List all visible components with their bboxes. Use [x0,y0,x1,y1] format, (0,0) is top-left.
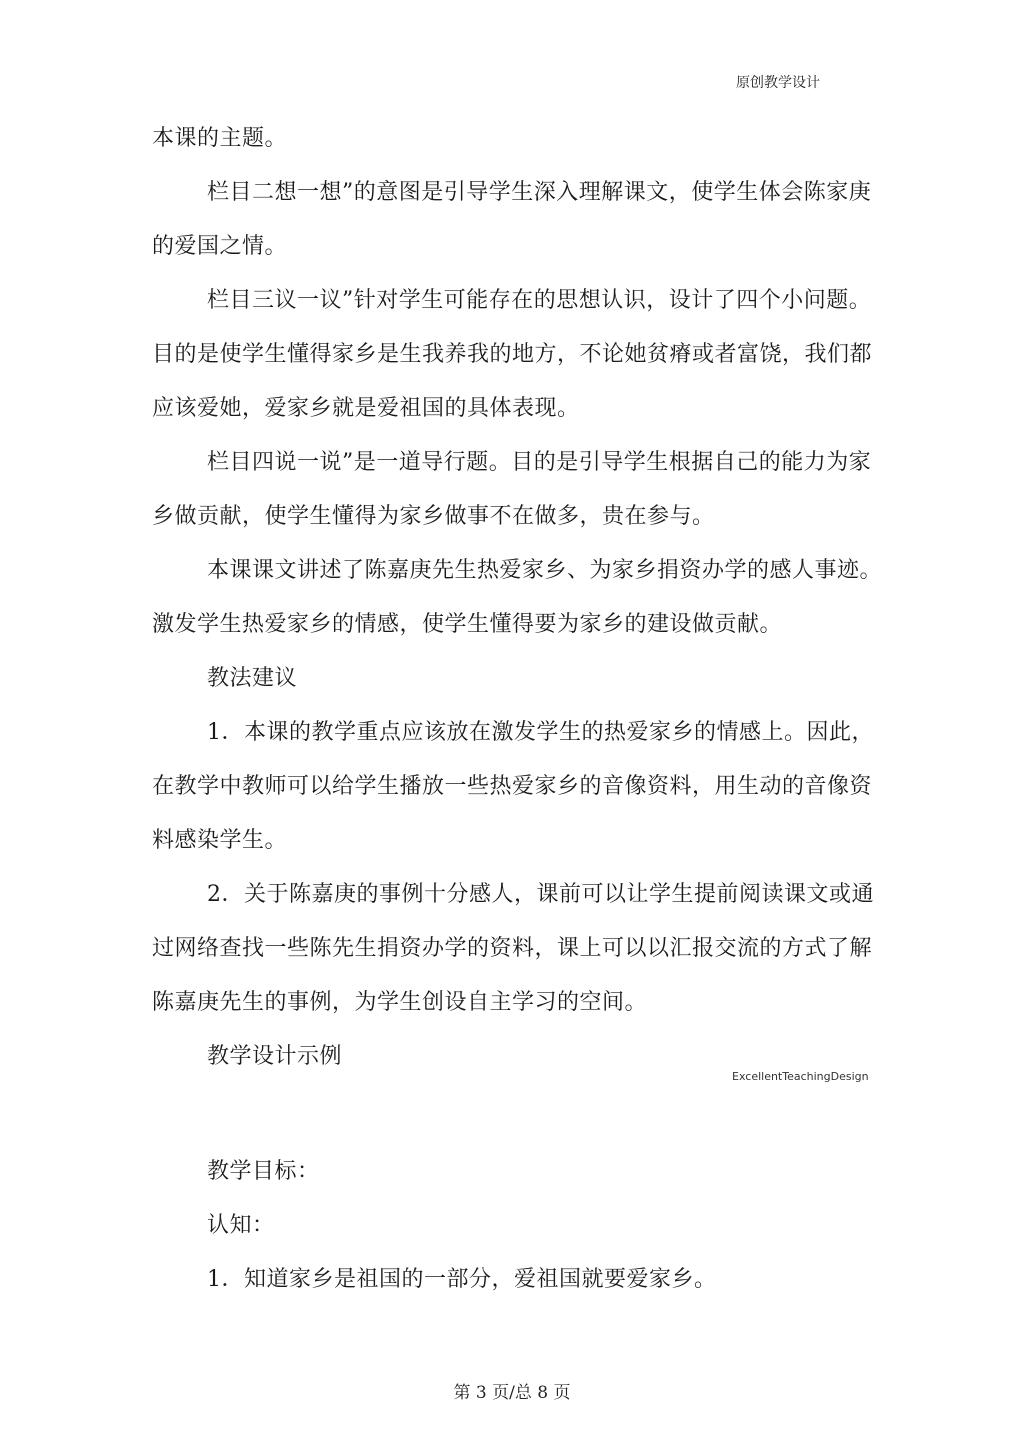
body-text [152,112,892,1084]
paragraph-column-two: 栏目二想一想”的意图是引导学生深入理解课文，使学生体会陈家庚的爱国之情。 [152,180,872,259]
paragraph-column-four: 栏目四说一说”是一道导行题。目的是引导学生根据自己的能力为家乡做贡献，使学生懂得为家乡做事不在做多，贵在参与。 [152,450,872,529]
heading-design-example: 教学设计示例 [207,1044,343,1069]
paragraph-suggestion-1: 1．本课的教学重点应该放在激发学生的热爱家乡的情感上。因此，在教学中教师可以给学生播放一些热爱家乡的音像资料，用生动的音像资料感染学生。 [152,720,874,853]
watermark-text: ExcellentTeachingDesign [732,1070,869,1083]
paragraph-column-three: 栏目三议一议”针对学生可能存在的思想认识，设计了四个小问题。目的是使学生懂得家乡是生我养我的地方，不论她贫瘠或者富饶，我们都应该爱她，爱家乡就是爱祖国的具体表现。 [152,288,873,421]
paragraph-lesson-summary: 本课课文讲述了陈嘉庚先生热爱家乡、为家乡捐资办学的感人事迹。激发学生热爱家乡的情感，使学生懂得要为家乡的建设做贡献。 [152,558,883,637]
header-label: 原创教学设计 [736,75,820,91]
heading-teaching-goals: 教学目标： [207,1159,320,1184]
paragraph-goal-1: 1．知道家乡是祖国的一部分，爱祖国就要爱家乡。 [207,1267,717,1292]
page-number-footer: 第 3 页/总 8 页 [453,1383,571,1403]
heading-cognition: 认知： [207,1213,275,1238]
paragraph-suggestion-2: 2．关于陈嘉庚的事例十分感人，课前可以让学生提前阅读课文或通过网络查找一些陈先生捐资办学的资料，课上可以以汇报交流的方式了解陈嘉庚先生的事例，为学生创设自主学习的空间。 [152,882,874,1015]
body-text-continued [152,1145,892,1307]
paragraph-topic-end: 本课的主题。 [152,126,288,151]
heading-teaching-suggestions: 教法建议 [207,666,298,691]
